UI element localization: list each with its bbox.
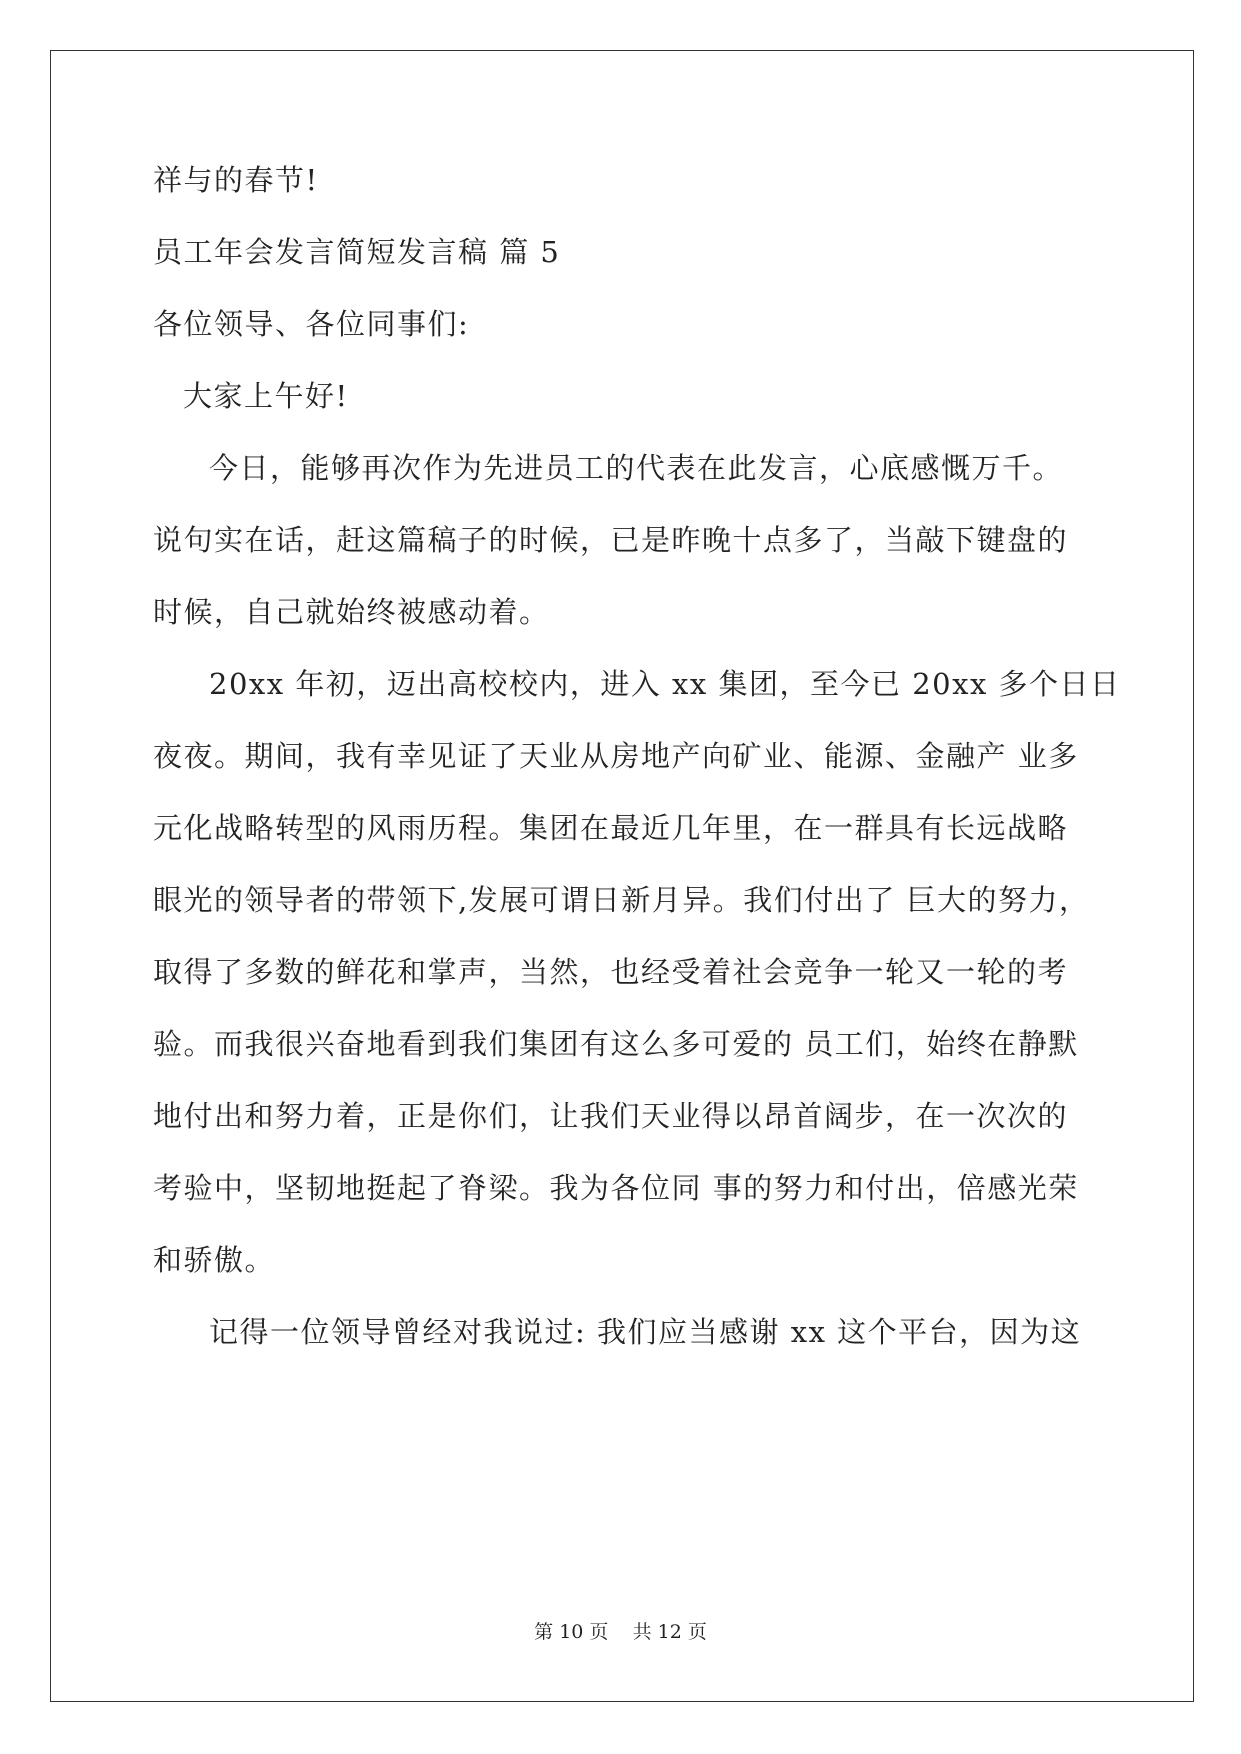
page-number: 第 10 页 共 12 页 [534, 1621, 707, 1643]
text-line: 验。而我很兴奋地看到我们集团有这么多可爱的 员工们，始终在静默 [153, 1027, 1079, 1061]
text-line: 地付出和努力着，正是你们，让我们天业得以昂首阔步，在一次次的 [153, 1099, 1069, 1133]
text-line: 记得一位领导曾经对我说过: 我们应当感谢 xx 这个平台，因为这 [209, 1315, 1082, 1349]
text-line: 和骄傲。 [153, 1243, 276, 1277]
text-line: 20xx 年初，迈出高校校内，进入 xx 集团，至今已 20xx 多个日日 [209, 667, 1121, 701]
page-footer [0, 1620, 1241, 1644]
text-line: 说句实在话，赶这篇稿子的时候，已是昨晚十点多了，当敲下键盘的 [153, 523, 1069, 557]
salutation: 各位领导、各位同事们: [153, 307, 470, 341]
text-line: 时候，自己就始终被感动着。 [153, 595, 550, 629]
section-heading: 员工年会发言简短发言稿 篇 5 [153, 235, 561, 269]
text-line: 祥与的春节! [153, 163, 319, 197]
text-line: 眼光的领导者的带领下,发展可谓日新月异。我们付出了 巨大的努力， [153, 883, 1090, 917]
text-line: 今日，能够再次作为先进员工的代表在此发言，心底感慨万千。 [209, 451, 1064, 485]
greeting: 大家上午好! [183, 379, 349, 413]
text-line: 取得了多数的鲜花和掌声，当然，也经受着社会竞争一轮又一轮的考 [153, 955, 1069, 989]
text-line: 考验中，坚韧地挺起了脊梁。我为各位同 事的努力和付出，倍感光荣 [153, 1171, 1079, 1205]
page-border [50, 50, 1194, 1702]
text-line: 元化战略转型的风雨历程。集团在最近几年里，在一群具有长远战略 [153, 811, 1069, 845]
text-line: 夜夜。期间，我有幸见证了天业从房地产向矿业、能源、金融产 业多 [153, 739, 1079, 773]
